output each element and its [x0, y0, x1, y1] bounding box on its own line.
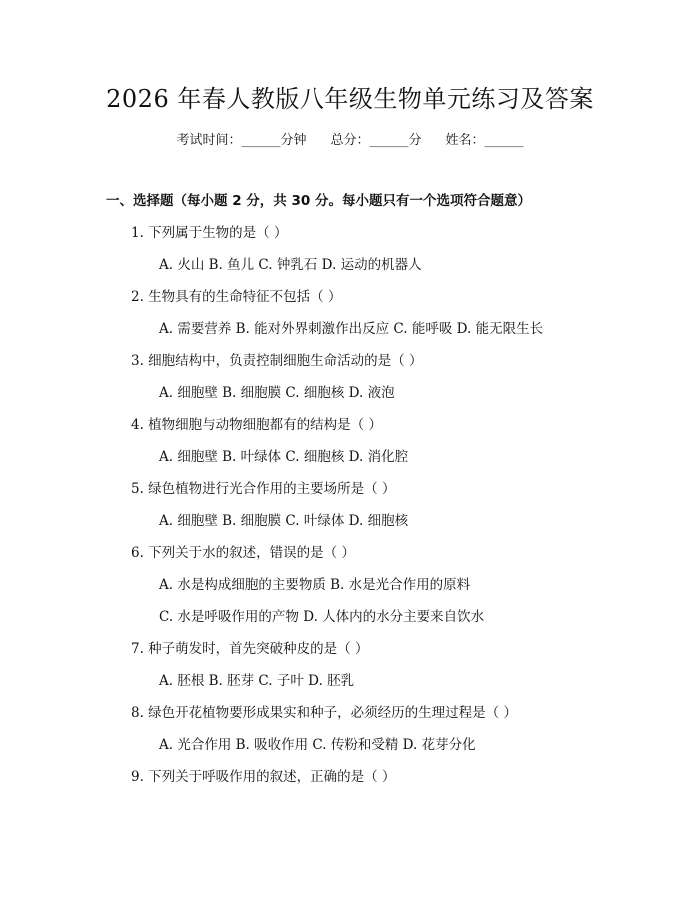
question-options: A. 水是构成细胞的主要物质 B. 水是光合作用的原料 [159, 577, 471, 593]
total-score-field: 总分：______分 [330, 133, 422, 148]
question-options: A. 细胞壁 B. 细胞膜 C. 叶绿体 D. 细胞核 [159, 513, 409, 529]
question-options: A. 需要营养 B. 能对外界刺激作出反应 C. 能呼吸 D. 能无限生长 [159, 321, 544, 337]
question-stem: 1. 下列属于生物的是（ ） [131, 225, 288, 241]
question-stem: 4. 植物细胞与动物细胞都有的结构是（ ） [131, 417, 382, 433]
question-options: C. 水是呼吸作用的产物 D. 人体内的水分主要来自饮水 [159, 609, 485, 625]
section-heading: 一、选择题（每小题 2 分，共 30 分。每小题只有一个选项符合题意） [106, 193, 531, 209]
student-name-field: 姓名：______ [445, 133, 524, 148]
question-stem: 5. 绿色植物进行光合作用的主要场所是（ ） [131, 481, 396, 497]
question-options: A. 火山 B. 鱼儿 C. 钟乳石 D. 运动的机器人 [159, 257, 422, 273]
question-stem: 3. 细胞结构中，负责控制细胞生命活动的是（ ） [131, 353, 423, 369]
question-options: A. 细胞壁 B. 细胞膜 C. 细胞核 D. 液泡 [159, 385, 395, 401]
question-stem: 8. 绿色开花植物要形成果实和种子，必须经历的生理过程是（ ） [131, 705, 517, 721]
exam-info [0, 130, 700, 152]
question-options: A. 光合作用 B. 吸收作用 C. 传粉和受精 D. 花芽分化 [159, 737, 476, 753]
question-stem: 7. 种子萌发时，首先突破种皮的是（ ） [131, 641, 369, 657]
document-title: 2026 年春人教版八年级生物单元练习及答案 [106, 85, 594, 113]
question-options: A. 细胞壁 B. 叶绿体 C. 细胞核 D. 消化腔 [159, 449, 409, 465]
question-options: A. 胚根 B. 胚芽 C. 子叶 D. 胚乳 [159, 673, 355, 689]
exam-time-field: 考试时间：______分钟 [176, 133, 307, 148]
question-stem: 9. 下列关于呼吸作用的叙述，正确的是（ ） [131, 769, 396, 785]
question-stem: 6. 下列关于水的叙述，错误的是（ ） [131, 545, 355, 561]
question-stem: 2. 生物具有的生命特征不包括（ ） [131, 289, 342, 305]
